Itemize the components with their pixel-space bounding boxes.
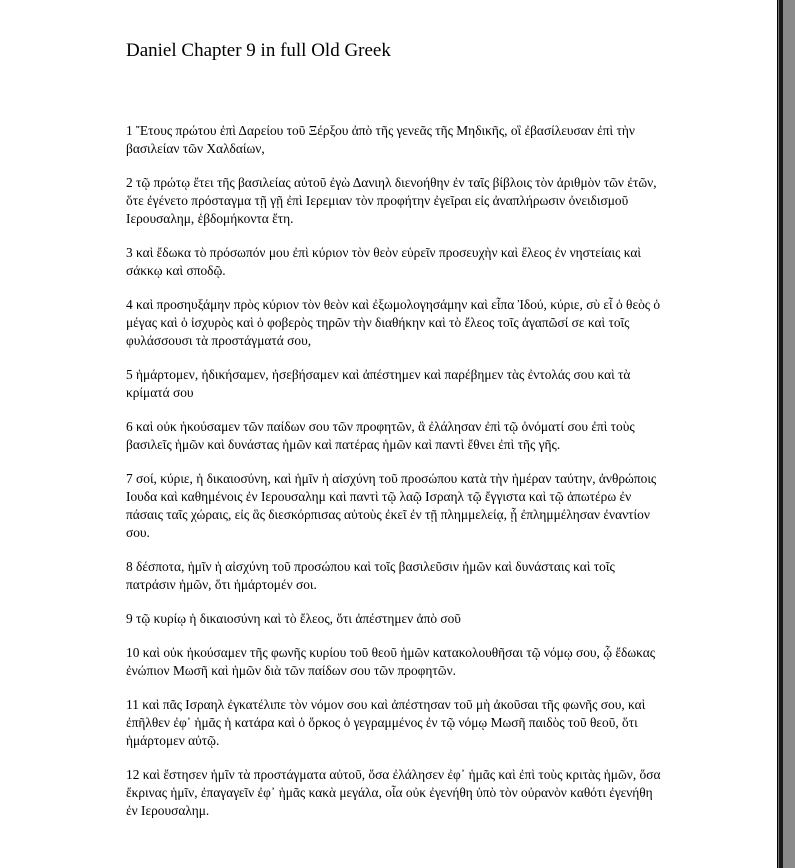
verse-8: 8 δέσποτα, ἡμῖν ἡ αἰσχύνη τοῦ προσώπου καὶ τοῖς βασιλεῦσιν ἡμῶν καὶ δυνάσταις καὶ τοῖς πατράσιν ἡμῶν, ὅτι ἡμάρτομέν σοι.: [126, 559, 615, 592]
verse-list: [126, 122, 666, 836]
verse-12: 12 καὶ ἔστησεν ἡμῖν τὰ προστάγματα αὐτοῦ, ὅσα ἐλάλησεν ἐφ᾽ ἡμᾶς καὶ ἐπὶ τοὺς κριτὰς ἡμῶν, ὅσα ἔκρινας ἡμῖν, ἐπαγαγεῖν ἐφ᾽ ἡμᾶς κακὰ μεγάλα, οἷα οὐκ ἐγενήθη ὑπὸ τὸν οὐρανὸν καθότι ἐγενήθη ἐν Ιερουσαλημ.: [126, 767, 661, 818]
verse-1: 1 Ἔτους πρώτου ἐπὶ Δαρείου τοῦ Ξέρξου ἀπὸ τῆς γενεᾶς τῆς Μηδικῆς, οἳ ἐβασίλευσαν ἐπὶ τὴν βασιλείαν τῶν Χαλδαίων,: [126, 123, 635, 156]
verse-9: 9 τῷ κυρίῳ ἡ δικαιοσύνη καὶ τὸ ἔλεος, ὅτι ἀπέστημεν ἀπὸ σοῦ: [126, 611, 461, 626]
page-title: Daniel Chapter 9 in full Old Greek: [126, 40, 391, 61]
verse-4: 4 καὶ προσηυξάμην πρὸς κύριον τὸν θεὸν καὶ ἐξωμολογησάμην καὶ εἶπα Ἰδού, κύριε, σὺ εἶ ὁ θεὸς ὁ μέγας καὶ ὁ ἰσχυρὸς καὶ ὁ φοβερὸς τηρῶν τὴν διαθήκην καὶ τὸ ἔλεος τοῖς ἀγαπῶσί σε καὶ τοῖς φυλάσσουσι τὰ προστάγματά σου,: [126, 297, 661, 348]
verse-10: 10 καὶ οὐκ ἠκούσαμεν τῆς φωνῆς κυρίου τοῦ θεοῦ ἡμῶν κατακολουθῆσαι τῷ νόμῳ σου, ᾧ ἔδωκας ἐνώπιον Μωσῆ καὶ ἡμῶν διὰ τῶν παίδων σου τῶν προφητῶν.: [126, 645, 656, 678]
verse-6: 6 καὶ οὐκ ἠκούσαμεν τῶν παίδων σου τῶν προφητῶν, ἃ ἐλάλησαν ἐπὶ τῷ ὀνόματί σου ἐπὶ τοὺς βασιλεῖς ἡμῶν καὶ δυνάστας ἡμῶν καὶ πατέρας ἡμῶν καὶ παντὶ ἔθνει ἐπὶ τῆς γῆς.: [126, 419, 635, 452]
verse-2: 2 τῷ πρώτῳ ἔτει τῆς βασιλείας αὐτοῦ ἐγὼ Δανιηλ διενοήθην ἐν ταῖς βίβλοις τὸν ἀριθμὸν τῶν ἐτῶν, ὅτε ἐγένετο πρόσταγμα τῇ γῇ ἐπὶ Ιερεμιαν τὸν προφήτην ἐγεῖραι εἰς ἀναπλήρωσιν ὀνειδισμοῦ Ιερουσαλημ, ἑβδομήκοντα ἔτη.: [126, 175, 657, 226]
page-shadow: [779, 0, 795, 868]
verse-7: 7 σοί, κύριε, ἡ δικαιοσύνη, καὶ ἡμῖν ἡ αἰσχύνη τοῦ προσώπου κατὰ τὴν ἡμέραν ταύτην, ἀνθρώποις Ιουδα καὶ καθημένοις ἐν Ιερουσαλημ καὶ παντὶ τῷ λαῷ Ισραηλ τῷ ἔγγιστα καὶ τῷ ἀπωτέρω ἐν πάσαις ταῖς χώραις, εἰς ἃς διεσκόρπισας αὐτοὺς ἐκεῖ ἐν τῇ πλημμελείᾳ, ᾗ ἐπλημμέλησαν ἐναντίον σου.: [126, 471, 657, 540]
verse-11: 11 καὶ πᾶς Ισραηλ ἐγκατέλιπε τὸν νόμον σου καὶ ἀπέστησαν τοῦ μὴ ἀκοῦσαι τῆς φωνῆς σου, καὶ ἐπῆλθεν ἐφ᾽ ἡμᾶς ἡ κατάρα καὶ ὁ ὅρκος ὁ γεγραμμένος ἐν τῷ νόμῳ Μωσῆ παιδὸς τοῦ θεοῦ, ὅτι ἡμάρτομεν αὐτῷ.: [126, 697, 646, 748]
verse-3: 3 καὶ ἔδωκα τὸ πρόσωπόν μου ἐπὶ κύριον τὸν θεὸν εὑρεῖν προσευχὴν καὶ ἔλεος ἐν νηστείαις καὶ σάκκῳ καὶ σποδῷ.: [126, 245, 642, 278]
verse-5: 5 ἡμάρτομεν, ἠδικήσαμεν, ἠσεβήσαμεν καὶ ἀπέστημεν καὶ παρέβημεν τὰς ἐντολάς σου καὶ τὰ κρίματά σου: [126, 367, 631, 400]
